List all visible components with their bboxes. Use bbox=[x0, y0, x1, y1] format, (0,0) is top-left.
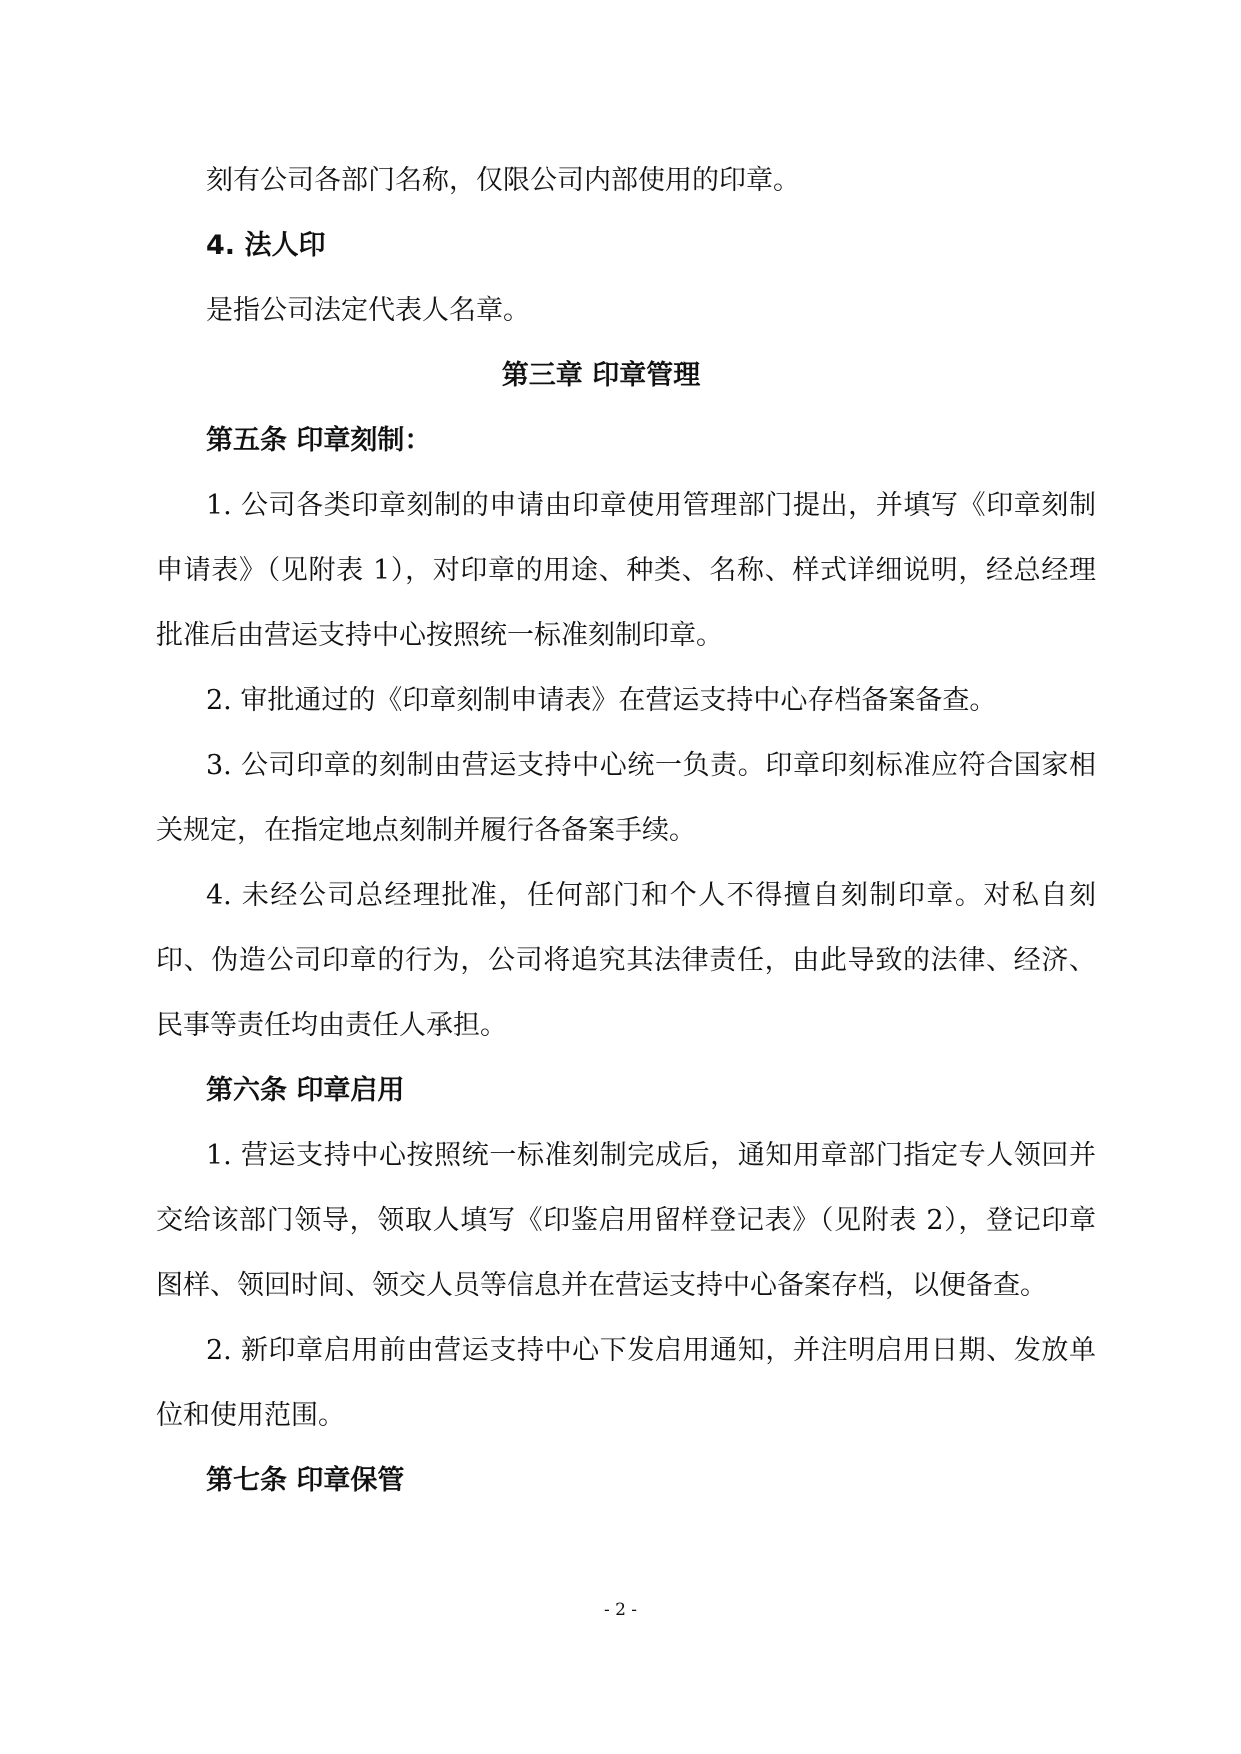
article-5-heading: 第五条 印章刻制： bbox=[206, 425, 432, 456]
chapter-title: 第三章 印章管理 bbox=[501, 360, 701, 391]
article-5-item-3: 3. 公司印章的刻制由营运支持中心统一负责。印章印刻标准应符合国家相关规定，在指定地点刻制并履行各备案手续。 bbox=[156, 750, 1096, 846]
page-number: - 2 - bbox=[603, 1600, 638, 1620]
article-5-item-2: 2. 审批通过的《印章刻制申请表》在营运支持中心存档备案备查。 bbox=[206, 685, 997, 716]
article-6-item-1: 1. 营运支持中心按照统一标准刻制完成后，通知用章部门指定专人领回并交给该部门领导，领取人填写《印鉴启用留样登记表》（见附表 2），登记印章图样、领回时间、领交人员等信息并在营运支持中心备案存档，以便备查。 bbox=[156, 1140, 1096, 1301]
heading-legal-person-seal: 4. 法人印 bbox=[206, 230, 326, 261]
document-body bbox=[156, 148, 1096, 1513]
article-5-item-4: 4. 未经公司总经理批准，任何部门和个人不得擅自刻制印章。对私自刻印、伪造公司印章的行为，公司将追究其法律责任，由此导致的法律、经济、民事等责任均由责任人承担。 bbox=[156, 880, 1096, 1041]
paragraph-department-seal-description: 刻有公司各部门名称，仅限公司内部使用的印章。 bbox=[206, 165, 800, 196]
article-6-item-2: 2. 新印章启用前由营运支持中心下发启用通知，并注明启用日期、发放单位和使用范围。 bbox=[156, 1335, 1096, 1431]
article-5-item-1: 1. 公司各类印章刻制的申请由印章使用管理部门提出，并填写《印章刻制申请表》（见附表 1），对印章的用途、种类、名称、样式详细说明，经总经理批准后由营运支持中心按照统一标准刻制印章。 bbox=[156, 490, 1096, 651]
article-6-heading: 第六条 印章启用 bbox=[206, 1075, 405, 1106]
article-7-heading: 第七条 印章保管 bbox=[206, 1465, 405, 1496]
paragraph-legal-person-seal-description: 是指公司法定代表人名章。 bbox=[206, 295, 530, 326]
